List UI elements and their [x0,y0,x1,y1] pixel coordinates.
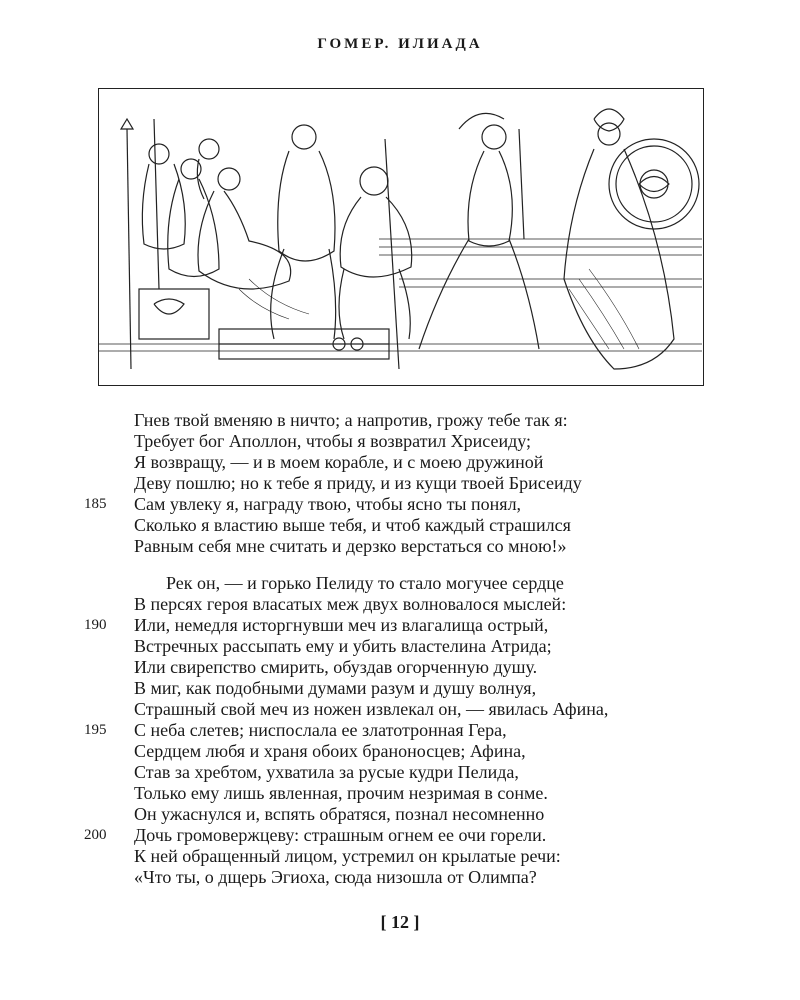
verse-line: 200 Дочь громовержцеву: страшным огнем ее очи горели. [84,825,547,845]
verse-line: Рек он, — и горько Пелиду то стало могучее сердце [166,573,564,593]
line-number: 185 [84,496,107,512]
figure-seated-bearded [339,167,412,339]
line-number: 195 [84,722,107,738]
verse-line: 185 Сам увлеку я, награду твою, чтобы ясно ты понял, [84,494,522,514]
verse-line: Гнев твой вменяю в ничто; а напротив, грожу тебе так я: [134,410,568,430]
figure-central-standing [271,125,336,339]
running-header: ГОМЕР. ИЛИАДА [317,36,483,52]
verse-line: 190 Или, немедля исторгнувши меч из влагалища острый, [84,615,549,635]
verse-text [84,410,734,888]
figure-striding [419,113,539,349]
verse-line: Равным себя мне считать и дерзко верстаться со мною!» [134,536,567,556]
line-number: 200 [84,827,107,843]
staffs [121,119,524,369]
stanza-break [134,557,734,573]
verse-line: В персях героя власатых меж двух волновалося мыслей: [134,594,567,614]
verse-line: К ней обращенный лицом, устремил он крылатые речи: [134,846,561,866]
verse-line: Сколько я властию выше тебя, и чтоб каждый страшился [134,515,571,535]
verse-line: Я возвращу, — и в моем корабле, и с моею дружиной [134,452,544,472]
verse-line: Только ему лишь явленная, прочим незримая в сонме. [134,783,548,803]
verse-line: Встречных рассыпать ему и убить властелина Атрида; [134,636,552,656]
verse-line: Сердцем любя и храня обоих браноносцев; Афина, [134,741,526,761]
throne-base [139,289,389,359]
verse-line: «Что ты, о дщерь Эгиоха, сюда низошла от Олимпа? [134,867,537,887]
verse-line: 195 С неба слетев; ниспослала ее златотронная Гера, [84,720,507,740]
figure-group-left [142,139,290,289]
verse-line: Став за хребтом, ухватила за русые кудри Пелида, [134,762,519,782]
verse-line: Или свирепство смирить, обуздав огорченную душу. [134,657,538,677]
engraving-drawing [99,89,702,384]
background-lines [99,239,702,351]
illustration-engraving [98,88,704,386]
verse-line: В миг, как подобными думами разум и душу волнуя, [134,678,537,698]
page-number: [ 12 ] [380,912,420,932]
verse-line: Он ужаснулся и, вспять обратяся, познал несомненно [134,804,545,824]
verse-line: Деву пошлю; но к тебе я приду, и из кущи твоей Брисеиду [134,473,582,493]
verse-line: Требует бог Аполлон, чтобы я возвратил Хрисеиду; [134,431,532,451]
line-number: 190 [84,617,107,633]
verse-line: Страшный свой меч из ножен извлекал он, — явилась Афина, [134,699,609,719]
drapery-hatching [239,269,639,349]
